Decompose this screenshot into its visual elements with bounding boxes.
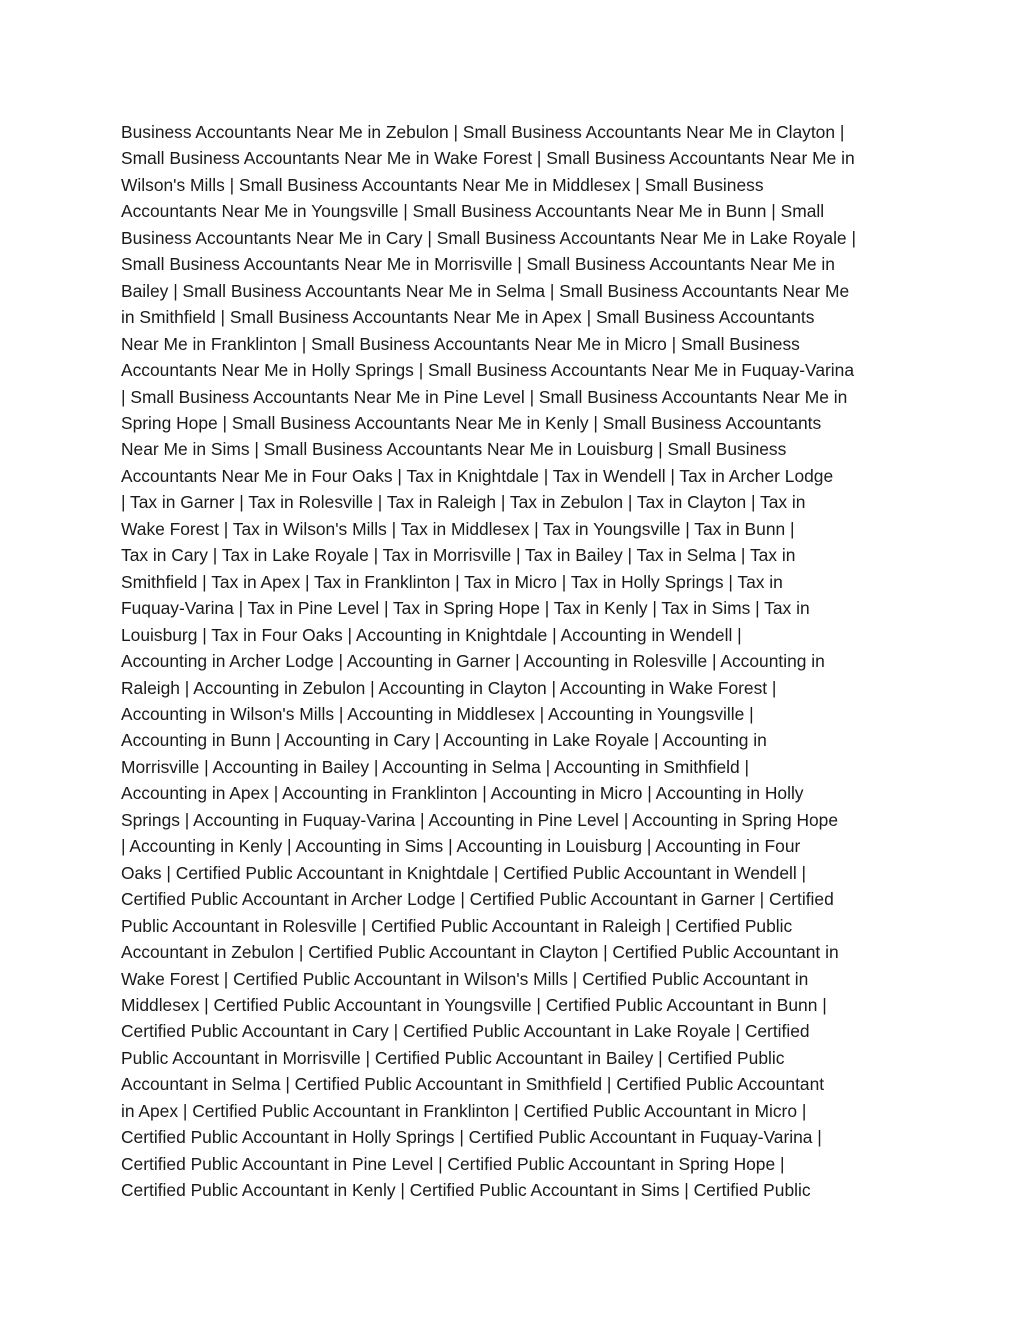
text-line: Certified Public Accountant in Cary | Certified Public Accountant in Lake Royale | Certified — [121, 1021, 810, 1042]
text-line: Small Business Accountants Near Me in Morrisville | Small Business Accountants Near Me in — [121, 254, 835, 275]
text-line: Wake Forest | Tax in Wilson's Mills | Tax in Middlesex | Tax in Youngsville | Tax in Bunn | — [121, 518, 795, 539]
text-line: Tax in Cary | Tax in Lake Royale | Tax in Morrisville | Tax in Bailey | Tax in Selma | Tax in — [121, 545, 796, 566]
text-line: Public Accountant in Morrisville | Certified Public Accountant in Bailey | Certified Public — [121, 1047, 785, 1068]
document-page — [121, 119, 906, 1204]
text-line: Accounting in Apex | Accounting in Franklinton | Accounting in Micro | Accounting in Holly — [121, 783, 804, 804]
text-line: Small Business Accountants Near Me in Wake Forest | Small Business Accountants Near Me in — [121, 148, 855, 169]
text-line: in Apex | Certified Public Accountant in Franklinton | Certified Public Accountant in Micro | — [121, 1100, 807, 1121]
text-line: Public Accountant in Rolesville | Certified Public Accountant in Raleigh | Certified Public — [121, 915, 793, 936]
text-line: Accountants Near Me in Four Oaks | Tax in Knightdale | Tax in Wendell | Tax in Archer Lodge — [121, 465, 834, 486]
text-line: Certified Public Accountant in Kenly | Certified Public Accountant in Sims | Certified Public — [121, 1180, 811, 1201]
text-line: Springs | Accounting in Fuquay-Varina | Accounting in Pine Level | Accounting in Spring Hope — [121, 809, 839, 830]
text-line: in Smithfield | Small Business Accountants Near Me in Apex | Small Business Accountants — [121, 307, 815, 328]
text-line: Accountants Near Me in Holly Springs | Small Business Accountants Near Me in Fuquay-Varina — [121, 360, 855, 381]
text-line: Louisburg | Tax in Four Oaks | Accounting in Knightdale | Accounting in Wendell | — [121, 624, 742, 645]
text-line: Wilson's Mills | Small Business Accountants Near Me in Middlesex | Small Business — [121, 174, 764, 195]
text-line: Spring Hope | Small Business Accountants Near Me in Kenly | Small Business Accountants — [121, 412, 822, 433]
text-line: Certified Public Accountant in Archer Lodge | Certified Public Accountant in Garner | Certified — [121, 889, 834, 910]
text-line: Oaks | Certified Public Accountant in Knightdale | Certified Public Accountant in Wendell | — [121, 862, 807, 883]
text-line: Accountants Near Me in Youngsville | Small Business Accountants Near Me in Bunn | Small — [121, 201, 825, 222]
text-line: Morrisville | Accounting in Bailey | Accounting in Selma | Accounting in Smithfield | — [121, 756, 750, 777]
text-line: Accounting in Bunn | Accounting in Cary | Accounting in Lake Royale | Accounting in — [121, 730, 767, 751]
text-line: Business Accountants Near Me in Zebulon | Small Business Accountants Near Me in Clayton | — [121, 122, 845, 142]
text-line: Raleigh | Accounting in Zebulon | Accounting in Clayton | Accounting in Wake Forest | — [121, 677, 777, 698]
text-line: Accountant in Selma | Certified Public Accountant in Smithfield | Certified Public Accountant — [121, 1074, 825, 1095]
text-line: Accounting in Wilson's Mills | Accounting in Middlesex | Accounting in Youngsville | — [121, 703, 754, 724]
text-line: Certified Public Accountant in Holly Springs | Certified Public Accountant in Fuquay-Varina | — [121, 1127, 822, 1148]
text-line: | Tax in Garner | Tax in Rolesville | Tax in Raleigh | Tax in Zebulon | Tax in Clayton | Tax in — [121, 492, 806, 513]
text-line: Accounting in Archer Lodge | Accounting in Garner | Accounting in Rolesville | Accounting in — [121, 651, 825, 672]
text-line: Accountant in Zebulon | Certified Public Accountant in Clayton | Certified Public Accountant in — [121, 942, 839, 963]
text-line: Bailey | Small Business Accountants Near Me in Selma | Small Business Accountants Near Me — [121, 280, 850, 301]
keyword-paragraph — [121, 119, 906, 1204]
text-line: Certified Public Accountant in Pine Level | Certified Public Accountant in Spring Hope | — [121, 1153, 785, 1174]
text-line: Smithfield | Tax in Apex | Tax in Franklinton | Tax in Micro | Tax in Holly Springs | Tax in — [121, 571, 783, 592]
text-line: Fuquay-Varina | Tax in Pine Level | Tax in Spring Hope | Tax in Kenly | Tax in Sims | Tax in — [121, 598, 810, 619]
text-line: Near Me in Sims | Small Business Accountants Near Me in Louisburg | Small Business — [121, 439, 787, 460]
text-line: Near Me in Franklinton | Small Business Accountants Near Me in Micro | Small Business — [121, 333, 800, 354]
text-line: | Accounting in Kenly | Accounting in Sims | Accounting in Louisburg | Accounting in Four — [121, 836, 801, 857]
text-line: | Small Business Accountants Near Me in Pine Level | Small Business Accountants Near Me in — [121, 386, 848, 407]
text-line: Wake Forest | Certified Public Accountant in Wilson's Mills | Certified Public Accountant in — [121, 968, 809, 989]
text-line: Business Accountants Near Me in Cary | Small Business Accountants Near Me in Lake Royale | — [121, 227, 856, 248]
text-line: Middlesex | Certified Public Accountant in Youngsville | Certified Public Accountant in Bunn | — [121, 994, 827, 1015]
